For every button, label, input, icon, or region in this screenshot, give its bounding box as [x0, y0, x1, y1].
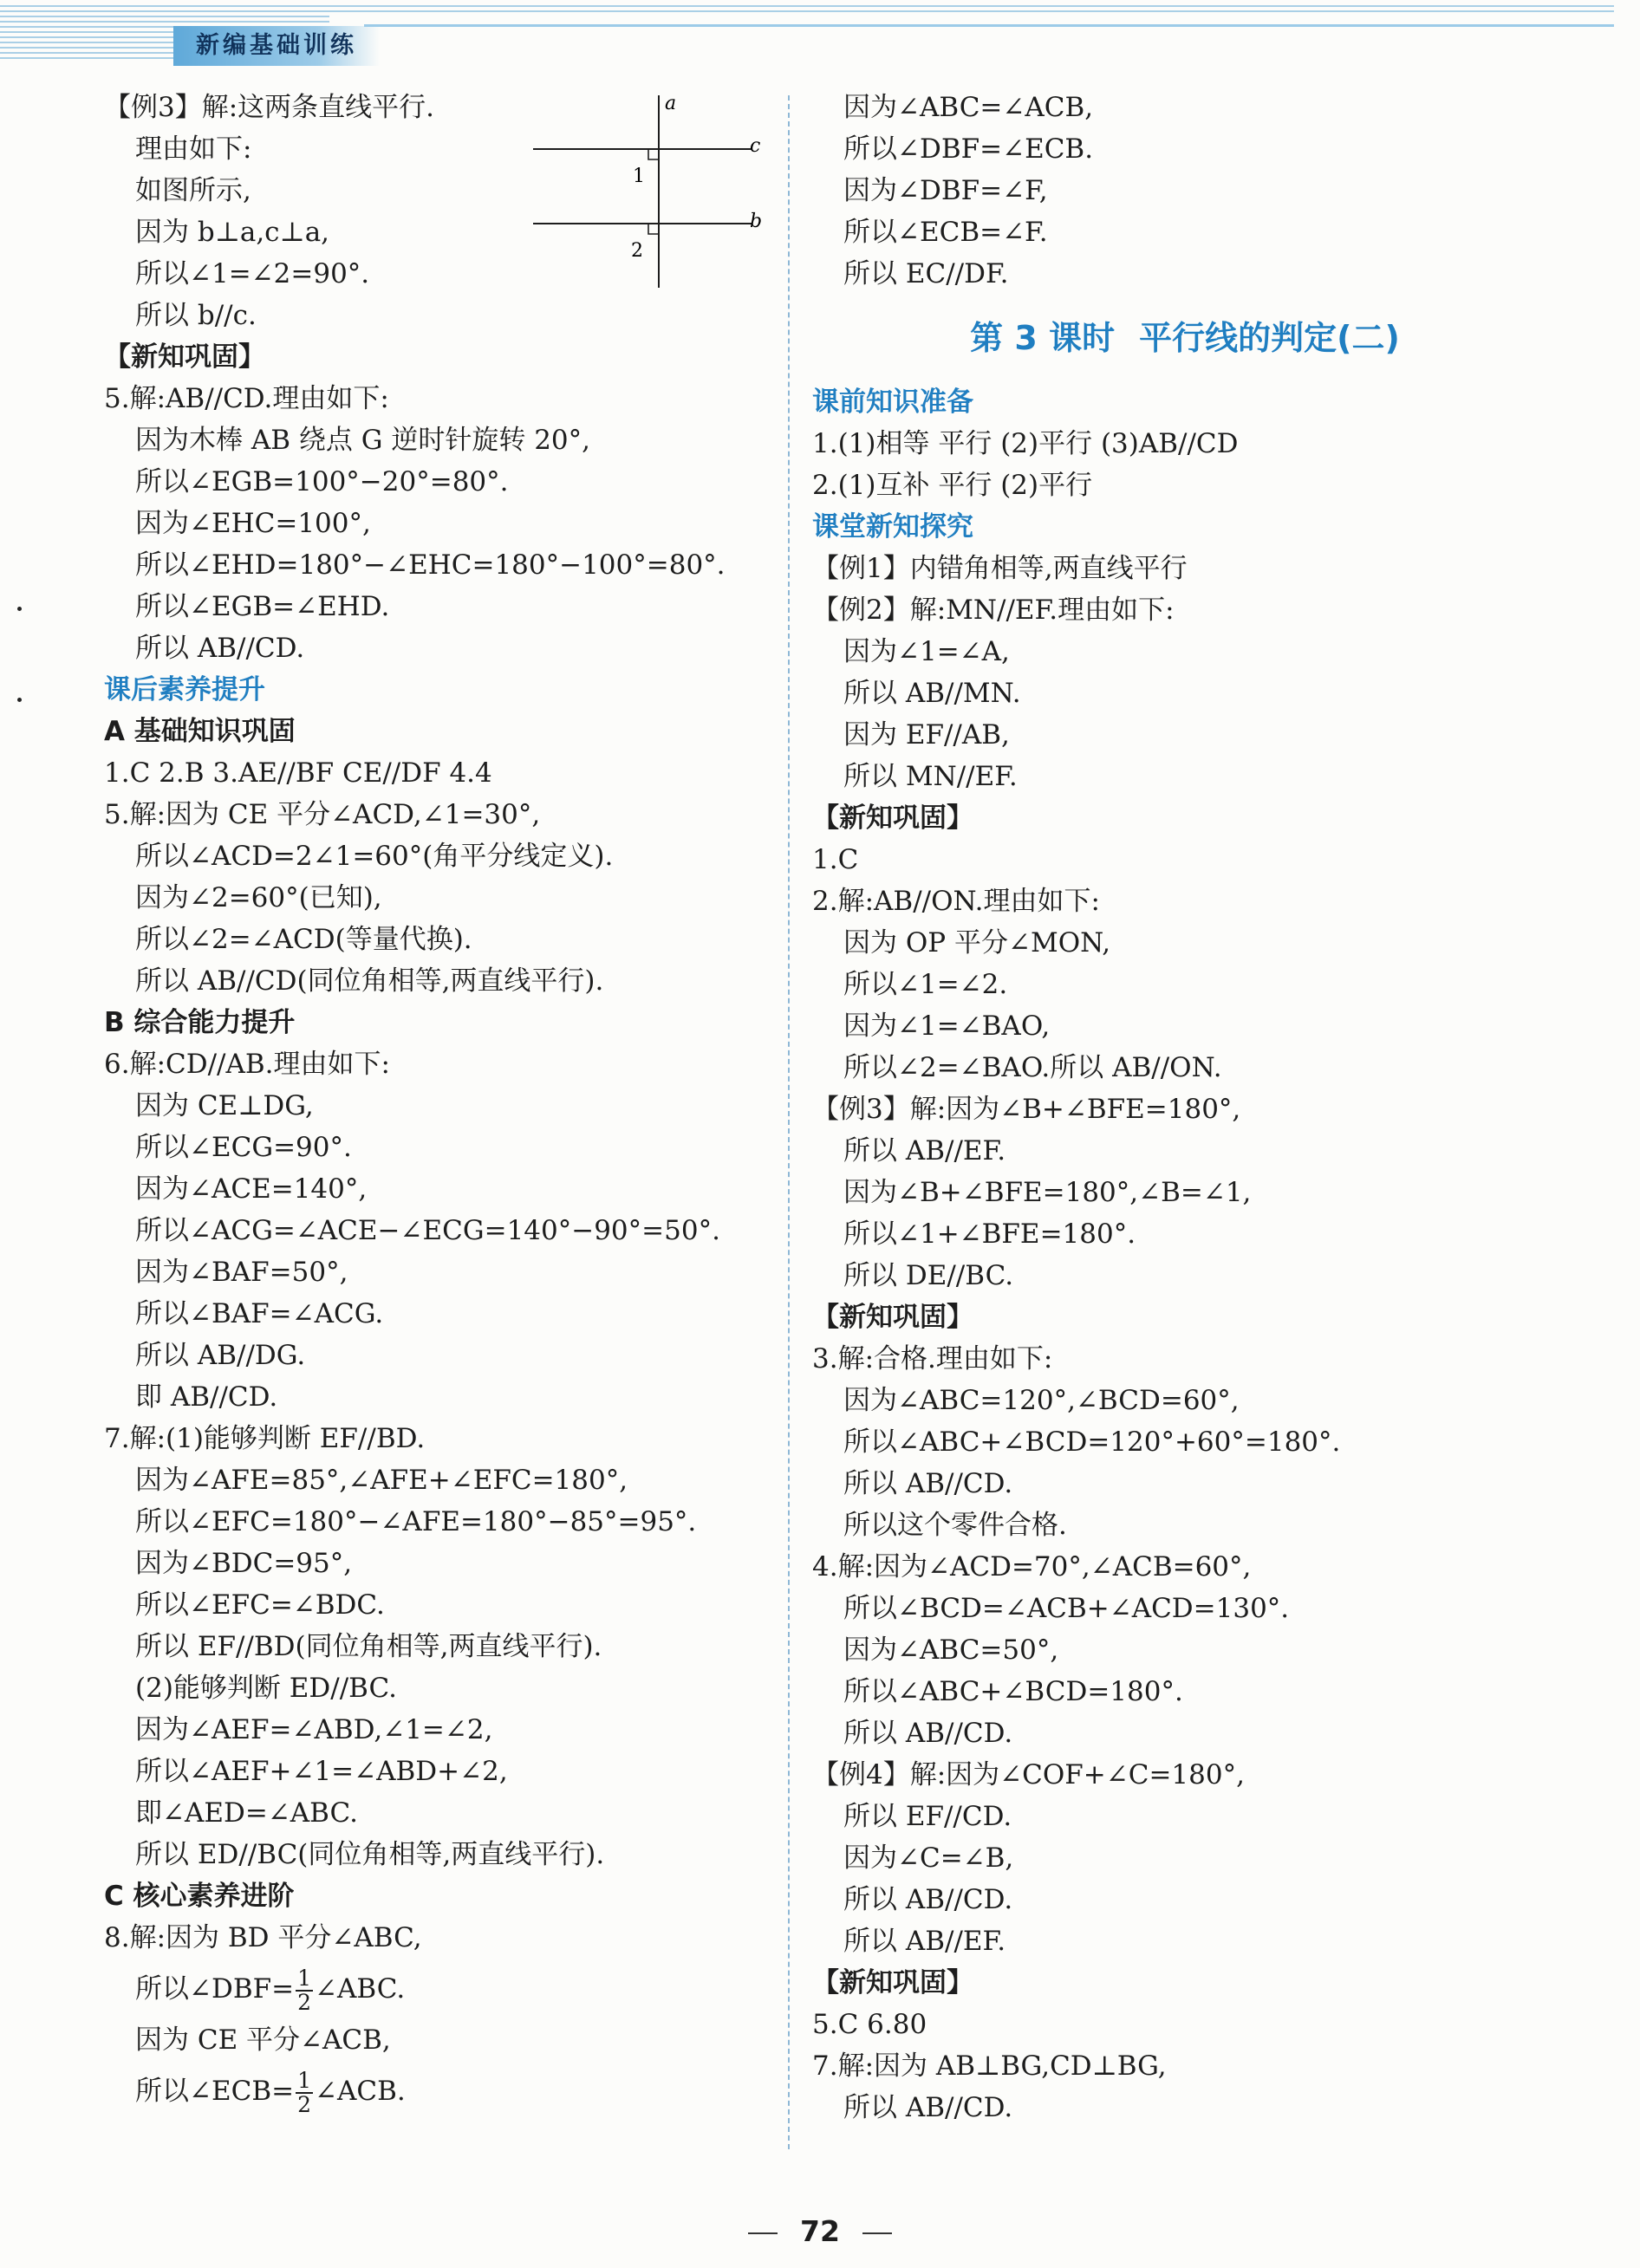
text-line: 所以∠1=∠2. — [843, 969, 1008, 1000]
text-line: 所以∠EFC=∠BDC. — [135, 1589, 385, 1621]
text-line: 因为 CE 平分∠ACB, — [135, 2024, 391, 2056]
text-line: 因为∠B+∠BFE=180°,∠B=∠1, — [843, 1177, 1252, 1208]
text-line: 所以 AB//MN. — [843, 678, 1021, 709]
text-line: 【新知巩固】 — [812, 1302, 973, 1333]
text-line: 【例4】解:因为∠COF+∠C=180°, — [812, 1759, 1245, 1790]
text-line: 因为∠ACE=140°, — [135, 1173, 368, 1205]
text-line: 所以∠1+∠BFE=180°. — [843, 1218, 1136, 1250]
text-line: 所以∠ACD=2∠1=60°(角平分线定义). — [135, 841, 614, 872]
text-line: 8.解:因为 BD 平分∠ABC, — [104, 1922, 422, 1953]
lesson-heading — [812, 295, 1558, 381]
text-line: 所以∠DBF=∠ECB. — [843, 133, 1094, 165]
text-line: 所以∠BCD=∠ACB+∠ACD=130°. — [843, 1593, 1290, 1624]
text-line: 2.(1)互补 平行 (2)平行 — [812, 470, 1093, 501]
margin-dot — [17, 698, 22, 702]
text-line: 所以∠EFC=180°−∠AFE=180°−85°=95°. — [135, 1506, 697, 1537]
text-line: 因为∠BDC=95°, — [135, 1548, 353, 1579]
text-line: 因为∠ABC=∠ACB, — [843, 92, 1094, 123]
text-line: 所以∠EHD=180°−∠EHC=180°−100°=80°. — [135, 549, 726, 581]
text-line: 【新知巩固】 — [812, 1967, 973, 1998]
text-line: 因为木棒 AB 绕点 G 逆时针旋转 20°, — [135, 425, 591, 456]
text-line: 6.解:CD//AB.理由如下: — [104, 1049, 390, 1080]
text-line: 因为 OP 平分∠MON, — [843, 927, 1111, 959]
text-line: 因为∠1=∠BAO, — [843, 1011, 1051, 1042]
right-column — [812, 87, 1558, 2128]
text-line: 【新知巩固】 — [104, 341, 265, 373]
text-line: 因为∠1=∠A, — [843, 636, 1010, 667]
text-line: 即∠AED=∠ABC. — [135, 1797, 359, 1829]
text-line: 所以这个零件合格. — [843, 1510, 1067, 1541]
text-line: 所以∠ECG=90°. — [135, 1132, 352, 1163]
text-line: 所以 AB//CD. — [843, 1468, 1013, 1499]
lesson-title: 平行线的判定(二) — [1139, 319, 1400, 357]
text-line: 因为∠DBF=∠F, — [843, 175, 1048, 206]
text-line: 【例3】解:因为∠B+∠BFE=180°, — [812, 1094, 1241, 1125]
text-line: 所以 AB//CD. — [843, 1718, 1013, 1749]
text-line: 所以∠2=∠ACD(等量代换). — [135, 924, 472, 955]
text-line: 所以 DE//BC. — [843, 1260, 1014, 1291]
text-line: 因为∠2=60°(已知), — [135, 882, 382, 913]
text-line: 1.(1)相等 平行 (2)平行 (3)AB//CD — [812, 428, 1239, 459]
text-line: 所以 EF//BD(同位角相等,两直线平行). — [135, 1631, 602, 1662]
text-line: 7.解:(1)能够判断 EF//BD. — [104, 1423, 426, 1454]
text-line: 【例2】解:MN//EF.理由如下: — [812, 595, 1175, 626]
text-line: 所以 ED//BC(同位角相等,两直线平行). — [135, 1839, 605, 1870]
text-line: 所以 AB//CD. — [843, 2092, 1013, 2123]
subsection-heading: A 基础知识巩固 — [104, 716, 296, 747]
text-line: 因为∠BAF=50°, — [135, 1257, 348, 1288]
text-line: 因为∠C=∠B, — [843, 1842, 1014, 1874]
text-line: 所以 MN//EF. — [843, 761, 1018, 792]
text-line: 2.解:AB//ON.理由如下: — [812, 886, 1100, 917]
page-number: 72 — [0, 2214, 1640, 2248]
text-line: 7.解:因为 AB⊥BG,CD⊥BG, — [812, 2050, 1167, 2082]
text-line: 因为∠EHC=100°, — [135, 508, 371, 539]
text-line: 所以∠ECB= $\frac{1}{2}$ ∠ACB. — [135, 2067, 406, 2117]
header-rule — [364, 24, 1614, 27]
text-line: 所以 AB//DG. — [135, 1340, 306, 1371]
header-band — [0, 0, 1614, 61]
subsection-heading: C 核心素养进阶 — [104, 1881, 295, 1912]
text-line: 所以∠ABC+∠BCD=120°+60°=180°. — [843, 1426, 1341, 1458]
text-line: 3.解:合格.理由如下: — [812, 1343, 1053, 1374]
section-heading: 课前知识准备 — [812, 387, 973, 418]
text-line: 即 AB//CD. — [135, 1381, 278, 1413]
label-b: b — [750, 211, 763, 232]
text-line: 所以∠EGB=∠EHD. — [135, 591, 390, 622]
text-line: 如图所示, — [135, 175, 251, 206]
subsection-heading: B 综合能力提升 — [104, 1007, 296, 1038]
text-line: 因为 EF//AB, — [843, 719, 1010, 751]
text-line: 因为 CE⊥DG, — [135, 1090, 314, 1121]
label-c: c — [750, 135, 761, 157]
text-line: 所以∠2=∠BAO.所以 AB//ON. — [843, 1052, 1222, 1083]
text-line: 【新知巩固】 — [812, 803, 973, 834]
text-line: 所以∠EGB=100°−20°=80°. — [135, 466, 509, 497]
text-line: 所以∠ACG=∠ACE−∠ECG=140°−90°=50°. — [135, 1215, 720, 1246]
label-1: 1 — [633, 166, 645, 187]
text-line: 所以 b//c. — [135, 300, 257, 331]
left-column — [104, 87, 780, 2122]
text-line: 【例1】内错角相等,两直线平行 — [812, 553, 1188, 584]
text-line: 因为∠ABC=50°, — [843, 1634, 1059, 1666]
fraction-half: $\frac{1}{2}$ — [297, 1965, 311, 2015]
text-line: 所以 AB//CD. — [843, 1884, 1013, 1915]
text-line: 4.解:因为∠ACD=70°,∠ACB=60°, — [812, 1551, 1252, 1582]
text-line: 理由如下: — [135, 133, 252, 165]
text-line: 所以 AB//CD. — [135, 633, 305, 664]
label-a: a — [665, 95, 677, 114]
section-heading: 课后素养提升 — [104, 674, 265, 705]
header-title: 新编基础训练 — [173, 26, 380, 66]
text-line: 因为∠AEF=∠ABD,∠1=∠2, — [135, 1714, 493, 1745]
text-line: 所以 AB//EF. — [843, 1926, 1006, 1957]
text-line: 因为∠ABC=120°,∠BCD=60°, — [843, 1385, 1240, 1416]
text-line: 所以 EF//CD. — [843, 1801, 1012, 1832]
text-line: 5.解:因为 CE 平分∠ACD,∠1=30°, — [104, 799, 541, 830]
text-line: (2)能够判断 ED//BC. — [135, 1673, 397, 1704]
text-line: 所以 AB//CD(同位角相等,两直线平行). — [135, 965, 604, 997]
text-line: 所以∠1=∠2=90°. — [135, 258, 370, 289]
text-line: 5.解:AB//CD.理由如下: — [104, 383, 389, 414]
text-line: 1.C — [812, 844, 859, 875]
text-line: 所以∠ABC+∠BCD=180°. — [843, 1676, 1183, 1707]
text-line: 所以 AB//EF. — [843, 1135, 1006, 1166]
label-2: 2 — [631, 240, 643, 262]
fraction-half: $\frac{1}{2}$ — [297, 2067, 311, 2117]
text-line: 因为 b⊥a,c⊥a, — [135, 217, 330, 248]
text-line: 因为∠AFE=85°,∠AFE+∠EFC=180°, — [135, 1465, 628, 1496]
text-line: 所以∠DBF= $\frac{1}{2}$ ∠ABC. — [135, 1965, 406, 2015]
text-line: 5.C 6.80 — [812, 2009, 927, 2040]
text-line: 所以 EC//DF. — [843, 258, 1009, 289]
text-line: 所以∠BAF=∠ACG. — [135, 1298, 384, 1329]
text-line: 所以∠ECB=∠F. — [843, 217, 1048, 248]
column-divider — [788, 95, 790, 2149]
text-line: 【例3】解:这两条直线平行. — [104, 92, 435, 123]
text-line: 1.C 2.B 3.AE//BF CE//DF 4.4 — [104, 757, 492, 789]
margin-dot — [17, 607, 22, 611]
text-line: 所以∠AEF+∠1=∠ABD+∠2, — [135, 1756, 508, 1787]
lesson-number: 第 3 课时 — [970, 319, 1116, 357]
section-heading: 课堂新知探究 — [812, 511, 973, 543]
